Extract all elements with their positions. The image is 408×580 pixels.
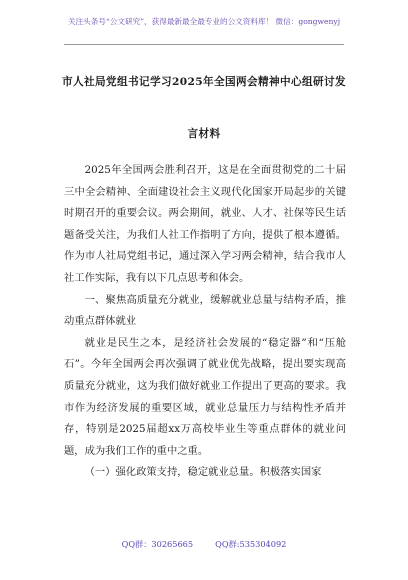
body-paragraph: （一）强化政策支持，稳定就业总量。积极落实国家 [84, 466, 322, 479]
document-title-line2: 言材料 [187, 128, 221, 140]
header-banner: 关注头条号“公文研究”，获得最新最全最专业的公文资料库！ 微信：gongwenyj [67, 17, 341, 26]
footer-qq-group-1: QQ群：30265665 [121, 539, 194, 549]
document-body [64, 160, 346, 484]
body-paragraph: 2025年全国两会胜利召开，这是在全面贯彻党的二十届三中全会精神、全面建设社会主义现代化国家开局起步的关键时期召开的重要会议。两会期间，就业、人才、社保等民生话题备受关注，为我们人社工作指明了方向，提供了根本遵循。作为市人社局党组书记，通过深入学习两会精神，结合我市人社工作实际，我有以下几点思考和体会。 [64, 164, 346, 284]
body-paragraph: 就业是民生之本，是经济社会发展的“稳定器”和“压舱石”。今年全国两会再次强调了就业优先战略，提出要实现高质量充分就业，这为我们做好就业工作提出了更高的要求。我市作为经济发展的重要区域，就业总量压力与结构性矛盾并存，特别是2025届超xx万高校毕业生等重点群体的就业问题，成为我们工作的重中之重。 [64, 336, 346, 457]
document-title-line1: 市人社局党组书记学习2025年全国两会精神中心组研讨发 [62, 76, 346, 88]
section-heading: 一、聚焦高质量充分就业，缓解就业总量与结构矛盾，推动重点群体就业 [64, 293, 346, 328]
footer-qq-group-2: QQ群:535304092 [215, 539, 287, 549]
header-divider [64, 44, 344, 45]
footer-qq-groups [0, 539, 408, 550]
